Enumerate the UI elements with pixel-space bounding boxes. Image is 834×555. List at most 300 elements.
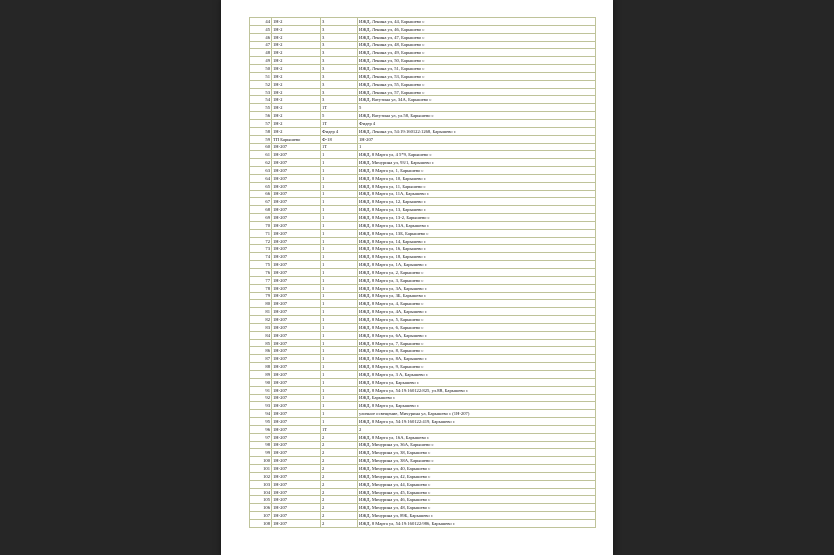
table-row [250, 159, 596, 167]
address-cell: 1Н-207 [358, 135, 596, 143]
count-cell: 1 [321, 206, 358, 214]
feeder-cell: 1Н-207 [272, 363, 321, 371]
address-cell: ИЖД, Мичурина ул, 36А, Барышево с [358, 441, 596, 449]
address-cell: ИЖД, Ленина ул, 46, Барышево с [358, 25, 596, 33]
feeder-cell: 1Н-207 [272, 449, 321, 457]
row-number: 56 [250, 112, 272, 120]
count-cell: 2 [321, 441, 358, 449]
count-cell: 3 [321, 65, 358, 73]
count-cell: 2 [321, 457, 358, 465]
address-cell: Фидер 4 [358, 119, 596, 127]
feeder-cell: 1Н-207 [272, 159, 321, 167]
feeder-cell: 1Н-2 [272, 96, 321, 104]
feeder-cell: 1Н-207 [272, 237, 321, 245]
feeder-cell: 1Н-207 [272, 174, 321, 182]
address-cell: ИЖД, 8 Марта ул, 10, Барышево с [358, 174, 596, 182]
row-number: 54 [250, 96, 272, 104]
address-cell: ИЖД, Ленина ул, 55, Барышево с [358, 80, 596, 88]
count-cell: 2 [321, 496, 358, 504]
table-row [250, 198, 596, 206]
feeder-cell: 1Н-2 [272, 112, 321, 120]
address-cell: ИЖД, Мичурина ул, 93/1, Барышево с [358, 159, 596, 167]
address-cell: ИЖД, 8 Марта ул, 13, Барышево с [358, 206, 596, 214]
address-cell: ИЖД, 8 Марта ул, 3 А, Барышево с [358, 370, 596, 378]
feeder-cell: 1Н-207 [272, 402, 321, 410]
table-row [250, 182, 596, 190]
table-row [250, 80, 596, 88]
table-row [250, 504, 596, 512]
feeder-cell: 1Н-207 [272, 151, 321, 159]
table-row [250, 119, 596, 127]
feeder-cell: 1Н-2 [272, 127, 321, 135]
table-row [250, 378, 596, 386]
row-number: 66 [250, 190, 272, 198]
address-cell: ИЖД, 8 Марта ул, 12, Барышево с [358, 198, 596, 206]
table-row [250, 49, 596, 57]
table-row [250, 331, 596, 339]
address-cell: ИЖД, 8 Марта ул, 13-2, Барышево с [358, 214, 596, 222]
row-number: 94 [250, 410, 272, 418]
feeder-cell: 1Н-2 [272, 25, 321, 33]
row-number: 92 [250, 394, 272, 402]
table-row [250, 229, 596, 237]
row-number: 69 [250, 214, 272, 222]
table-row [250, 269, 596, 277]
count-cell: 1 [321, 418, 358, 426]
count-cell: 2 [321, 465, 358, 473]
count-cell: 1 [321, 300, 358, 308]
count-cell: 3 [321, 72, 358, 80]
address-cell: ИЖД, 8 Марта ул, 13Б, Барышево с [358, 229, 596, 237]
row-number: 107 [250, 512, 272, 520]
row-number: 49 [250, 57, 272, 65]
count-cell: 2 [321, 488, 358, 496]
count-cell: 1 [321, 363, 358, 371]
count-cell: 2 [321, 449, 358, 457]
address-cell: ИЖД, Ленина ул, 47, Барышево с [358, 33, 596, 41]
count-cell: 1Т [321, 425, 358, 433]
address-cell: ИЖД, 8 Марта ул, 7, Барышево с [358, 339, 596, 347]
table-row [250, 323, 596, 331]
table-row [250, 72, 596, 80]
row-number: 67 [250, 198, 272, 206]
address-cell: ИЖД, Ватутина ул, ул.58, Барышево с [358, 112, 596, 120]
address-cell: ИЖД, 8 Марта ул, 1, Барышево с [358, 167, 596, 175]
count-cell: 1 [321, 167, 358, 175]
address-cell: ИЖД, 8 Марта ул, 54:19:160122:825, ул.8В, Барышево с [358, 386, 596, 394]
table-row [250, 363, 596, 371]
count-cell: 1 [321, 261, 358, 269]
feeder-cell: 1Н-207 [272, 488, 321, 496]
feeder-cell: 1Н-207 [272, 245, 321, 253]
address-cell: ИЖД, Мичурина ул, 46, Барышево с [358, 496, 596, 504]
count-cell: 1 [321, 394, 358, 402]
table-row [250, 300, 596, 308]
feeder-cell: 1Н-2 [272, 33, 321, 41]
row-number: 53 [250, 88, 272, 96]
row-number: 89 [250, 370, 272, 378]
row-number: 61 [250, 151, 272, 159]
row-number: 70 [250, 221, 272, 229]
table-row [250, 245, 596, 253]
feeder-cell: 1Н-207 [272, 425, 321, 433]
table-row [250, 339, 596, 347]
table-row [250, 496, 596, 504]
table-row [250, 206, 596, 214]
row-number: 64 [250, 174, 272, 182]
count-cell: 1Т [321, 143, 358, 151]
address-cell: ИЖД, 8 Марта ул, Барышево с [358, 378, 596, 386]
row-number: 57 [250, 119, 272, 127]
row-number: 97 [250, 433, 272, 441]
feeder-cell: 1Н-207 [272, 316, 321, 324]
table-row [250, 33, 596, 41]
address-cell: уличное освещение, Мичурина ул, Барышево с (1Н-207) [358, 410, 596, 418]
table-row [250, 65, 596, 73]
feeder-cell: 1Н-207 [272, 520, 321, 528]
feeder-cell: 1Н-2 [272, 80, 321, 88]
feeder-cell: 1Н-207 [272, 229, 321, 237]
address-cell: ИЖД, Мичурина ул, 89Б, Барышево с [358, 512, 596, 520]
row-number: 106 [250, 504, 272, 512]
row-number: 105 [250, 496, 272, 504]
table-row [250, 292, 596, 300]
row-number: 100 [250, 457, 272, 465]
table-row [250, 394, 596, 402]
feeder-cell: 1Н-207 [272, 261, 321, 269]
table-row [250, 512, 596, 520]
table-row [250, 261, 596, 269]
table-row [250, 135, 596, 143]
row-number: 77 [250, 276, 272, 284]
address-cell: 1 [358, 143, 596, 151]
address-cell: ИЖД, Ленина ул, 54:19:160122:1268, Барышево с [358, 127, 596, 135]
address-cell: ИЖД, 8 Марта ул, 5, Барышево с [358, 316, 596, 324]
row-number: 80 [250, 300, 272, 308]
address-cell: ИЖД, 8 Марта ул, 54:19:160122:986, Барышево с [358, 520, 596, 528]
row-number: 88 [250, 363, 272, 371]
count-cell: 1 [321, 331, 358, 339]
address-cell: ИЖД, 8 Марта ул, 6А, Барышево с [358, 331, 596, 339]
feeder-cell: 1Н-207 [272, 308, 321, 316]
row-number: 51 [250, 72, 272, 80]
count-cell: 2 [321, 433, 358, 441]
address-cell: ИЖД, 8 Марта ул, 6, Барышево с [358, 323, 596, 331]
address-cell: ИЖД, Ленина ул, 49, Барышево с [358, 49, 596, 57]
count-cell: Ф-18 [321, 135, 358, 143]
address-cell: ИЖД, Мичурина ул, 38А, Барышево с [358, 457, 596, 465]
count-cell: 1 [321, 316, 358, 324]
row-number: 65 [250, 182, 272, 190]
table-row [250, 433, 596, 441]
count-cell: 1 [321, 410, 358, 418]
count-cell: 1Т [321, 104, 358, 112]
row-number: 86 [250, 347, 272, 355]
row-number: 98 [250, 441, 272, 449]
row-number: 63 [250, 167, 272, 175]
feeder-cell: 1Н-207 [272, 214, 321, 222]
count-cell: 3 [321, 49, 358, 57]
table-row [250, 96, 596, 104]
count-cell: 1 [321, 308, 358, 316]
feeder-cell: 1Н-207 [272, 269, 321, 277]
row-number: 95 [250, 418, 272, 426]
row-number: 60 [250, 143, 272, 151]
row-number: 72 [250, 237, 272, 245]
count-cell: 2 [321, 480, 358, 488]
address-cell: ИЖД, 8 Марта ул, 18, Барышево с [358, 253, 596, 261]
address-cell: ИЖД, 8 Марта ул, 4, Барышево с [358, 300, 596, 308]
count-cell: 1 [321, 370, 358, 378]
table-row [250, 151, 596, 159]
address-cell: ИЖД, 8 Марта ул, 3А, Барышево с [358, 284, 596, 292]
table-row [250, 167, 596, 175]
row-number: 81 [250, 308, 272, 316]
address-cell: ИЖД, 8 Марта ул, 4А, Барышево с [358, 308, 596, 316]
feeder-cell: 1Н-207 [272, 221, 321, 229]
address-cell: ИЖД, Барышево с [358, 394, 596, 402]
count-cell: 1 [321, 386, 358, 394]
feeder-cell: 1Н-207 [272, 284, 321, 292]
table-row [250, 370, 596, 378]
row-number: 93 [250, 402, 272, 410]
feeder-cell: 1Н-2 [272, 41, 321, 49]
feeder-cell: 1Н-207 [272, 167, 321, 175]
feeder-cell: 1Н-207 [272, 378, 321, 386]
feeder-cell: 1Н-2 [272, 65, 321, 73]
count-cell: 1 [321, 214, 358, 222]
address-cell: ИЖД, Ленина ул, 48, Барышево с [358, 41, 596, 49]
row-number: 46 [250, 33, 272, 41]
feeder-cell: 1Н-207 [272, 355, 321, 363]
address-cell: ИЖД, Мичурина ул, 44, Барышево с [358, 480, 596, 488]
address-cell: ИЖД, 8 Марта ул, 11А, Барышево с [358, 190, 596, 198]
count-cell: 1 [321, 221, 358, 229]
row-number: 82 [250, 316, 272, 324]
address-cell: ИЖД, Ленина ул, 51, Барышево с [358, 65, 596, 73]
table-row [250, 410, 596, 418]
address-cell: ИЖД, 8 Марта ул, 9, Барышево с [358, 363, 596, 371]
count-cell: 1 [321, 355, 358, 363]
table-row [250, 18, 596, 26]
feeder-cell: 1Н-2 [272, 72, 321, 80]
address-cell: ИЖД, 8 Марта ул, 8, Барышево с [358, 347, 596, 355]
address-cell: ИЖД, Ленина ул, 57, Барышево с [358, 88, 596, 96]
address-cell: 2 [358, 425, 596, 433]
address-cell: ИЖД, 8 Марта ул, 3Б, Барышево с [358, 292, 596, 300]
address-cell: ИЖД, 8 Марта ул, 3, Барышево с [358, 276, 596, 284]
feeder-cell: ТП Барышево [272, 135, 321, 143]
table-row [250, 143, 596, 151]
table-row [250, 465, 596, 473]
feeder-cell: 1Н-207 [272, 331, 321, 339]
table-row [250, 112, 596, 120]
feeder-cell: 1Н-207 [272, 480, 321, 488]
table-row [250, 355, 596, 363]
table-row [250, 57, 596, 65]
address-cell: ИЖД, Мичурина ул, 48, Барышево с [358, 504, 596, 512]
count-cell: 5 [321, 112, 358, 120]
count-cell: 1 [321, 229, 358, 237]
row-number: 75 [250, 261, 272, 269]
row-number: 44 [250, 18, 272, 26]
table-row [250, 253, 596, 261]
table-row [250, 276, 596, 284]
row-number: 96 [250, 425, 272, 433]
address-cell: ИЖД, 8 Марта ул, 4 5*9, Барышево с [358, 151, 596, 159]
feeder-cell: 1Н-207 [272, 457, 321, 465]
table-row [250, 104, 596, 112]
table-row [250, 457, 596, 465]
count-cell: 1 [321, 237, 358, 245]
count-cell: 1 [321, 402, 358, 410]
row-number: 108 [250, 520, 272, 528]
address-cell: ИЖД, 8 Марта ул, 13А, Барышево с [358, 221, 596, 229]
count-cell: 1 [321, 159, 358, 167]
row-number: 62 [250, 159, 272, 167]
table-row [250, 418, 596, 426]
feeder-cell: 1Н-207 [272, 347, 321, 355]
count-cell: 3 [321, 33, 358, 41]
row-number: 84 [250, 331, 272, 339]
table-row [250, 174, 596, 182]
row-number: 52 [250, 80, 272, 88]
count-cell: 1 [321, 190, 358, 198]
feeder-cell: 1Н-207 [272, 386, 321, 394]
table-body [250, 18, 596, 528]
count-cell: 1 [321, 245, 358, 253]
count-cell: 1 [321, 292, 358, 300]
data-table [249, 17, 596, 528]
row-number: 50 [250, 65, 272, 73]
count-cell: 1 [321, 182, 358, 190]
row-number: 87 [250, 355, 272, 363]
address-cell: ИЖД, Мичурина ул, 40, Барышево с [358, 465, 596, 473]
table-row [250, 386, 596, 394]
feeder-cell: 1Н-2 [272, 119, 321, 127]
address-cell: ИЖД, Ленина ул, 53, Барышево с [358, 72, 596, 80]
count-cell: 1 [321, 323, 358, 331]
row-number: 71 [250, 229, 272, 237]
row-number: 79 [250, 292, 272, 300]
feeder-cell: 1Н-2 [272, 57, 321, 65]
feeder-cell: 1Н-207 [272, 182, 321, 190]
row-number: 85 [250, 339, 272, 347]
row-number: 90 [250, 378, 272, 386]
row-number: 48 [250, 49, 272, 57]
address-cell: ИЖД, 8 Марта ул, Барышево с [358, 402, 596, 410]
feeder-cell: 1Н-207 [272, 143, 321, 151]
count-cell: 1 [321, 284, 358, 292]
feeder-cell: 1Н-207 [272, 441, 321, 449]
feeder-cell: 1Н-207 [272, 418, 321, 426]
count-cell: 2 [321, 520, 358, 528]
feeder-cell: 1Н-207 [272, 206, 321, 214]
table-row [250, 480, 596, 488]
table-row [250, 449, 596, 457]
count-cell: 1 [321, 151, 358, 159]
table-row [250, 25, 596, 33]
table-row [250, 127, 596, 135]
feeder-cell: 1Н-207 [272, 410, 321, 418]
address-cell: ИЖД, Ленина ул, 50, Барышево с [358, 57, 596, 65]
count-cell: 1 [321, 339, 358, 347]
table-row [250, 214, 596, 222]
row-number: 45 [250, 25, 272, 33]
address-cell: ИЖД, Мичурина ул, 42, Барышево с [358, 472, 596, 480]
count-cell: 1 [321, 378, 358, 386]
feeder-cell: 1Н-2 [272, 49, 321, 57]
table-row [250, 308, 596, 316]
row-number: 73 [250, 245, 272, 253]
count-cell: 2 [321, 504, 358, 512]
address-cell: 5 [358, 104, 596, 112]
address-cell: ИЖД, Мичурина ул, 45, Барышево с [358, 488, 596, 496]
row-number: 78 [250, 284, 272, 292]
address-cell: ИЖД, Ватутина ул, 34А, Барышево с [358, 96, 596, 104]
table-row [250, 488, 596, 496]
table-row [250, 190, 596, 198]
feeder-cell: 1Н-207 [272, 292, 321, 300]
address-cell: ИЖД, 8 Марта ул, 8А, Барышево с [358, 355, 596, 363]
row-number: 99 [250, 449, 272, 457]
row-number: 76 [250, 269, 272, 277]
row-number: 58 [250, 127, 272, 135]
feeder-cell: 1Н-207 [272, 496, 321, 504]
count-cell: 3 [321, 80, 358, 88]
address-cell: ИЖД, 8 Марта ул, 1А, Барышево с [358, 261, 596, 269]
feeder-cell: 1Н-207 [272, 472, 321, 480]
table-row [250, 472, 596, 480]
count-cell: 2 [321, 472, 358, 480]
address-cell: ИЖД, 8 Марта ул, 2, Барышево с [358, 269, 596, 277]
feeder-cell: 1Н-207 [272, 465, 321, 473]
address-cell: ИЖД, Ленина ул, 44, Барышево с [358, 18, 596, 26]
document-page [221, 0, 613, 555]
count-cell: 1 [321, 276, 358, 284]
feeder-cell: 1Н-2 [272, 88, 321, 96]
address-cell: ИЖД, 8 Марта ул, 16А, Барышево с [358, 433, 596, 441]
count-cell: 3 [321, 25, 358, 33]
table-row [250, 221, 596, 229]
count-cell: 1 [321, 347, 358, 355]
table-row [250, 41, 596, 49]
feeder-cell: 1Н-2 [272, 18, 321, 26]
feeder-cell: 1Н-207 [272, 276, 321, 284]
row-number: 74 [250, 253, 272, 261]
row-number: 103 [250, 480, 272, 488]
feeder-cell: 1Н-207 [272, 253, 321, 261]
address-cell: ИЖД, 8 Марта ул, 11, Барышево с [358, 182, 596, 190]
feeder-cell: 1Н-2 [272, 104, 321, 112]
count-cell: 3 [321, 41, 358, 49]
count-cell: 1 [321, 174, 358, 182]
address-cell: ИЖД, 8 Марта ул, 54:19:160122:419, Барышево с [358, 418, 596, 426]
count-cell: 3 [321, 57, 358, 65]
feeder-cell: 1Н-207 [272, 433, 321, 441]
table-row [250, 520, 596, 528]
table-row [250, 237, 596, 245]
feeder-cell: 1Н-207 [272, 394, 321, 402]
feeder-cell: 1Н-207 [272, 300, 321, 308]
feeder-cell: 1Н-207 [272, 504, 321, 512]
count-cell: 2 [321, 512, 358, 520]
feeder-cell: 1Н-207 [272, 190, 321, 198]
table-row [250, 425, 596, 433]
feeder-cell: 1Н-207 [272, 512, 321, 520]
row-number: 59 [250, 135, 272, 143]
count-cell: 1 [321, 269, 358, 277]
